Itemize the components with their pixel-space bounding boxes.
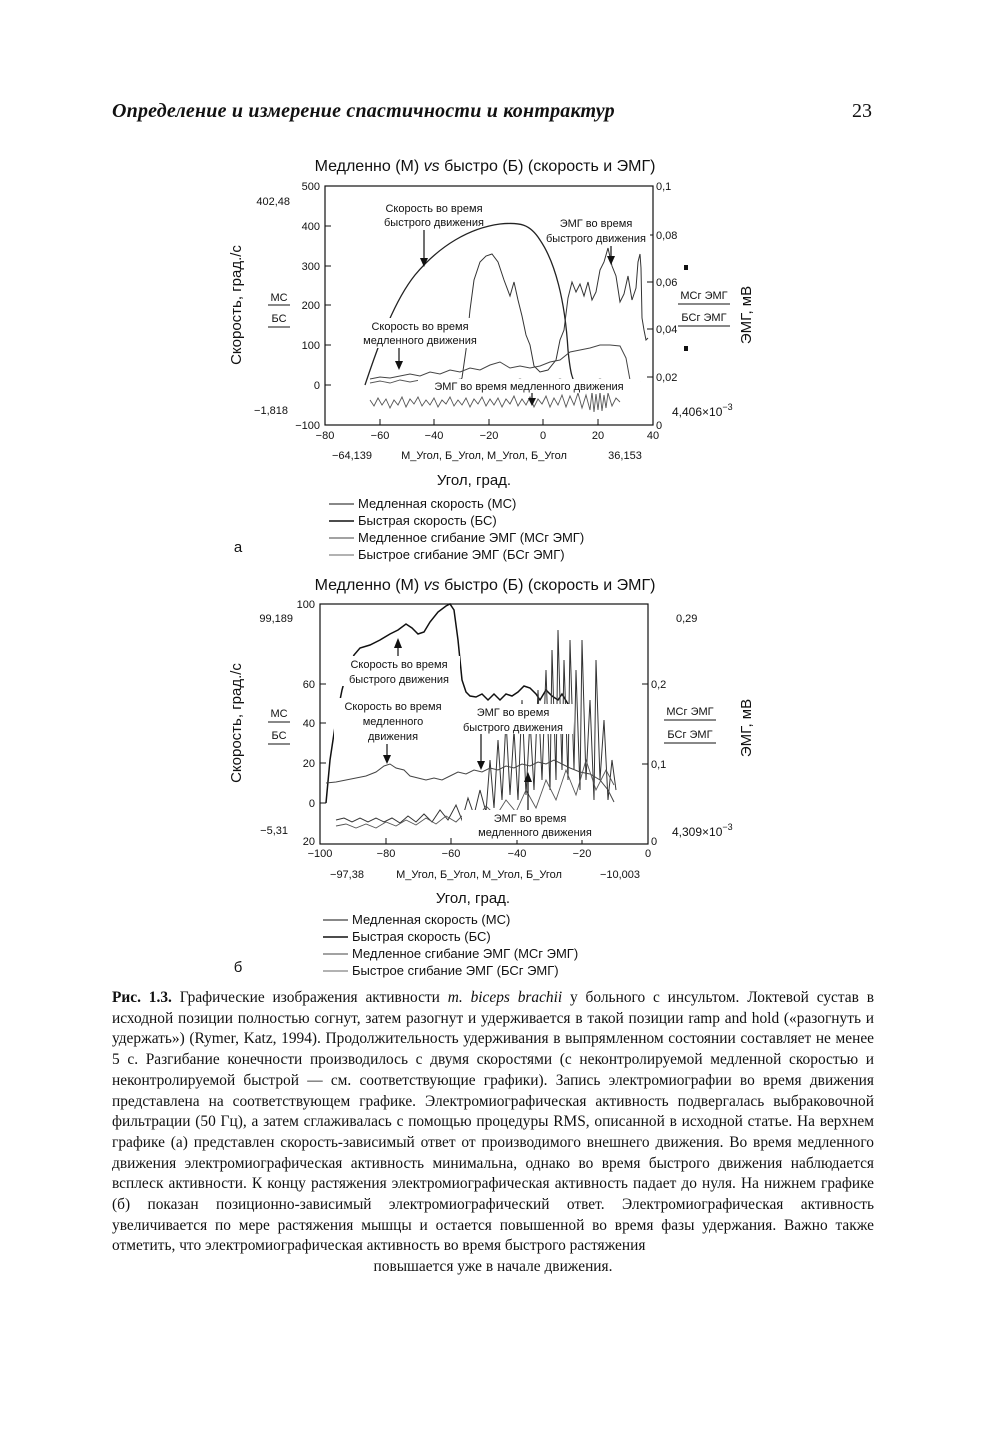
figure-a-legend-item: Быстрая скорость (БС) bbox=[358, 513, 497, 528]
figure-b-y2tick-label: 0 bbox=[651, 836, 658, 848]
figure-a-xrange-left: −64,139 bbox=[331, 450, 373, 462]
figure-caption bbox=[112, 988, 874, 1278]
figure-b-ytick-label: 20 bbox=[302, 758, 315, 770]
figure-a-ymin-label: −1,818 bbox=[254, 405, 288, 417]
figure-b-y2tick-label: 0,2 bbox=[651, 679, 667, 691]
figure-b-ytick-label: 0 bbox=[308, 798, 315, 810]
figure-b-annot-slow-speed: медленного bbox=[362, 716, 424, 728]
figure-a-y2tick-label: 0,04 bbox=[656, 324, 678, 336]
figure-a-xtick-label: −80 bbox=[315, 430, 335, 442]
figure-a-right-stack-top: МСг ЭМГ bbox=[680, 290, 728, 302]
figure-b-annot-fast-speed: быстрого движения bbox=[349, 674, 449, 686]
figure-a-xlabel: Угол, град. bbox=[436, 472, 512, 489]
figure-b-legend-item: Быстрая скорость (БС) bbox=[352, 929, 491, 944]
figure-b-ytick-label: 100 bbox=[296, 599, 315, 611]
figure-b-xtick-label: −40 bbox=[507, 848, 527, 860]
figure-a-xtick-label: 0 bbox=[539, 430, 547, 442]
figure-b-ymin-label: −5,31 bbox=[260, 825, 288, 837]
figure-a-legend-item: Медленное сгибание ЭМГ (МСг ЭМГ) bbox=[358, 530, 585, 545]
figure-a-ymax-label: 402,48 bbox=[256, 196, 290, 208]
figure-b-title: Медленно (М) vs быстро (Б) (скорость и ЭМГ) bbox=[314, 577, 656, 594]
figure-b-legend-item: Быстрое сгибание ЭМГ (БСг ЭМГ) bbox=[352, 963, 559, 978]
figure-a-legend-item: Медленная скорость (МС) bbox=[358, 496, 517, 511]
figure-b-annot-fast-speed: Скорость во время bbox=[350, 659, 448, 671]
figure-b-ylabel-left: Скорость, град./с bbox=[228, 663, 245, 783]
running-title: Определение и измерение спастичности и контрактур bbox=[112, 100, 615, 122]
figure-a-y2tick-label: 0,08 bbox=[656, 230, 678, 242]
figure-a-ytick-label: 100 bbox=[301, 340, 320, 352]
figure-b-y-ticks bbox=[297, 599, 326, 848]
figure-a-xrange-mid: М_Угол, Б_Угол, М_Угол, Б_Угол bbox=[401, 450, 567, 462]
figure-b-xtick-label: −20 bbox=[572, 848, 592, 860]
figure-b-right-stack-top: МСг ЭМГ bbox=[666, 706, 714, 718]
figure-a-ytick-label: 500 bbox=[301, 181, 320, 193]
figure-b-xrange-right: −10,003 bbox=[599, 869, 641, 881]
caption-text: Графические изображения активности bbox=[171, 989, 448, 1006]
figure-a-marker bbox=[684, 265, 688, 270]
figure-b-xrange-left: −97,38 bbox=[330, 869, 364, 881]
figure-a-title: Медленно (М) vs быстро (Б) (скорость и ЭМГ) bbox=[314, 158, 656, 175]
figure-a-y2tick-label: 0 bbox=[656, 420, 663, 432]
caption-muscle-name: m. biceps brachii bbox=[447, 989, 563, 1006]
figure-b-legend-item: Медленное сгибание ЭМГ (МСг ЭМГ) bbox=[352, 946, 579, 961]
figure-b-xtick-label: −60 bbox=[441, 848, 461, 860]
figure-b-ymax-label: 99,189 bbox=[259, 613, 293, 625]
page-number: 23 bbox=[852, 100, 872, 122]
figure-a-ytick-label: 200 bbox=[301, 300, 320, 312]
figure-a-y2-ticks bbox=[647, 181, 677, 432]
figure-a-y2tick-label: 0,1 bbox=[656, 181, 672, 193]
figure-a-annot-fast-speed: Скорость во время bbox=[385, 203, 483, 215]
caption-text: у больного с инсультом. Локтевой сустав в исходной позиции полностью согнут, затем разогнут и удерживается в такой позиции ramp and hold («разогнуть и удержать») (Rymer, Katz, 1994). Продолжительность удерживания в выпрямленном состоянии составляет не менее 5 с. Разгибание конечности производилось с двумя скоростями (с неконтролируемой медленной скоростью и неконтролируемой быстрой — см. соответствующие графики). Запись электромиографии во время движения представлена на соответствующем графике. Электромиографическая активность подвергалась выбраковочной фильтрации (50 Гц), а затем сглаживалась с помощью процедуры RMS, описанной в исходной статье. На верхнем графике (а) представлен скорость-зависимый ответ от производимого внешнего движения. Во время медленного движения электромиографическая активность минимальна, однако во время быстрого движения наблюдается всплеск активности. К концу растяжения электромиографическая активность падает до нуля. На нижнем графике (б) показан позиционно-зависимый электромиографический ответ. Электромиографическая активность увеличивается по мере растяжения мышцы и остается повышенной во время фазы удержания. Важно также отметить, что электромиографическая активность во время быстрого растяжения bbox=[112, 989, 875, 1255]
figure-a-group bbox=[228, 158, 755, 562]
figure-a-annot-slow-speed: медленного движения bbox=[363, 335, 477, 347]
figure-b-ylabel-right: ЭМГ, мВ bbox=[738, 698, 755, 758]
figure-a-ytick-label: 0 bbox=[313, 380, 320, 392]
figure-b-left-stack-bottom: БС bbox=[271, 730, 287, 742]
figure-a-xrange-right: 36,153 bbox=[608, 450, 642, 462]
figure-b-group bbox=[228, 577, 755, 978]
figure-a-fast-emg-curve bbox=[453, 248, 648, 386]
figure-a-y2tick-label: 0,06 bbox=[656, 277, 678, 289]
figure-a-y2min-label: $4,406\times 10^{-3}$ bbox=[672, 402, 733, 419]
figure-a-panel-label: а bbox=[233, 539, 243, 556]
figure-a-xtick-label: −40 bbox=[424, 430, 444, 442]
figure-a-ylabel-left: Скорость, град./с bbox=[228, 245, 245, 365]
figure-b-xlabel: Угол, град. bbox=[435, 890, 511, 907]
figure-a-annot-slow-speed: Скорость во время bbox=[371, 321, 469, 333]
figure-b-annot-slow-speed: Скорость во время bbox=[344, 701, 442, 713]
figure-b-y2tick-label: 0,1 bbox=[651, 759, 667, 771]
figure-a-ylabel-right: ЭМГ, мВ bbox=[738, 285, 755, 345]
figure-b-annot-slow-speed: движения bbox=[367, 731, 419, 743]
figure-a-annot-slow-emg: ЭМГ во время медленного движения bbox=[434, 381, 624, 393]
figure-a-slow-emg-curve bbox=[370, 392, 620, 412]
figure-a-ytick-label: 400 bbox=[301, 221, 320, 233]
figure-a-xtick-label: 40 bbox=[646, 430, 660, 442]
figure-b-panel-label: б bbox=[233, 959, 243, 976]
caption-label: Рис. 1.3. bbox=[112, 989, 172, 1006]
figure-b-legend-item: Медленная скорость (МС) bbox=[352, 912, 511, 927]
figure-a-left-stack-bottom: БС bbox=[271, 313, 287, 325]
figure-a-annot-fast-emg: ЭМГ во время bbox=[559, 218, 633, 230]
figure-a-marker bbox=[684, 346, 688, 351]
figure-b-xrange-mid: М_Угол, Б_Угол, М_Угол, Б_Угол bbox=[396, 869, 562, 881]
figure-b-ytick-label: 60 bbox=[302, 679, 315, 691]
figure-b-legend bbox=[323, 912, 578, 978]
figure-a-xtick-label: −60 bbox=[370, 430, 390, 442]
figure-a-xtick-label: 20 bbox=[591, 430, 605, 442]
figure-b-xtick-label: 0 bbox=[644, 848, 652, 860]
figure-b-annot-fast-emg: быстрого движения bbox=[463, 722, 563, 734]
figure-a-legend bbox=[329, 496, 584, 562]
figure-b-annot-slow-emg: медленного движения bbox=[478, 827, 592, 839]
figure-b-y2min-label: $4,309\times 10^{-3}$ bbox=[672, 822, 733, 839]
figure-a-y-ticks bbox=[295, 181, 331, 432]
figure-a-fast-speed-curve bbox=[365, 223, 620, 386]
figure-a-right-stack-bottom: БСг ЭМГ bbox=[681, 312, 727, 324]
figure-b-x-ticks bbox=[308, 838, 651, 860]
figure-a-y2tick-label: 0,02 bbox=[656, 372, 678, 384]
figure-b-ytick-label: 20 bbox=[302, 836, 315, 848]
caption-last-line: повышается уже в начале движения. bbox=[373, 1258, 613, 1276]
figure-a-annot-fast-speed: быстрого движения bbox=[384, 217, 484, 229]
figure-a-xtick-label: −20 bbox=[479, 430, 499, 442]
figure-b-right-stack-bottom: БСг ЭМГ bbox=[667, 729, 713, 741]
figure-a-x-ticks bbox=[316, 419, 659, 442]
figure-a-left-stack-top: МС bbox=[270, 292, 288, 304]
figure-b-annot-slow-emg: ЭМГ во время bbox=[493, 813, 567, 825]
figure-b-left-stack-top: МС bbox=[270, 708, 288, 720]
figure-a-legend-item: Быстрое сгибание ЭМГ (БСг ЭМГ) bbox=[358, 547, 565, 562]
figure-b-xtick-label: −80 bbox=[376, 848, 396, 860]
figure-a-ytick-label: 300 bbox=[301, 261, 320, 273]
figure-a-slow-speed-curve bbox=[370, 345, 640, 382]
figure-b-xtick-label: −100 bbox=[307, 848, 333, 860]
figure-a-ytick-label: −100 bbox=[295, 420, 320, 432]
figure-a-annot-fast-emg: быстрого движения bbox=[546, 233, 646, 245]
figure-b-ytick-label: 40 bbox=[302, 718, 315, 730]
figure-b-annot-fast-emg: ЭМГ во время bbox=[476, 707, 550, 719]
figure-b-y2tick-label: 0,29 bbox=[676, 613, 698, 625]
